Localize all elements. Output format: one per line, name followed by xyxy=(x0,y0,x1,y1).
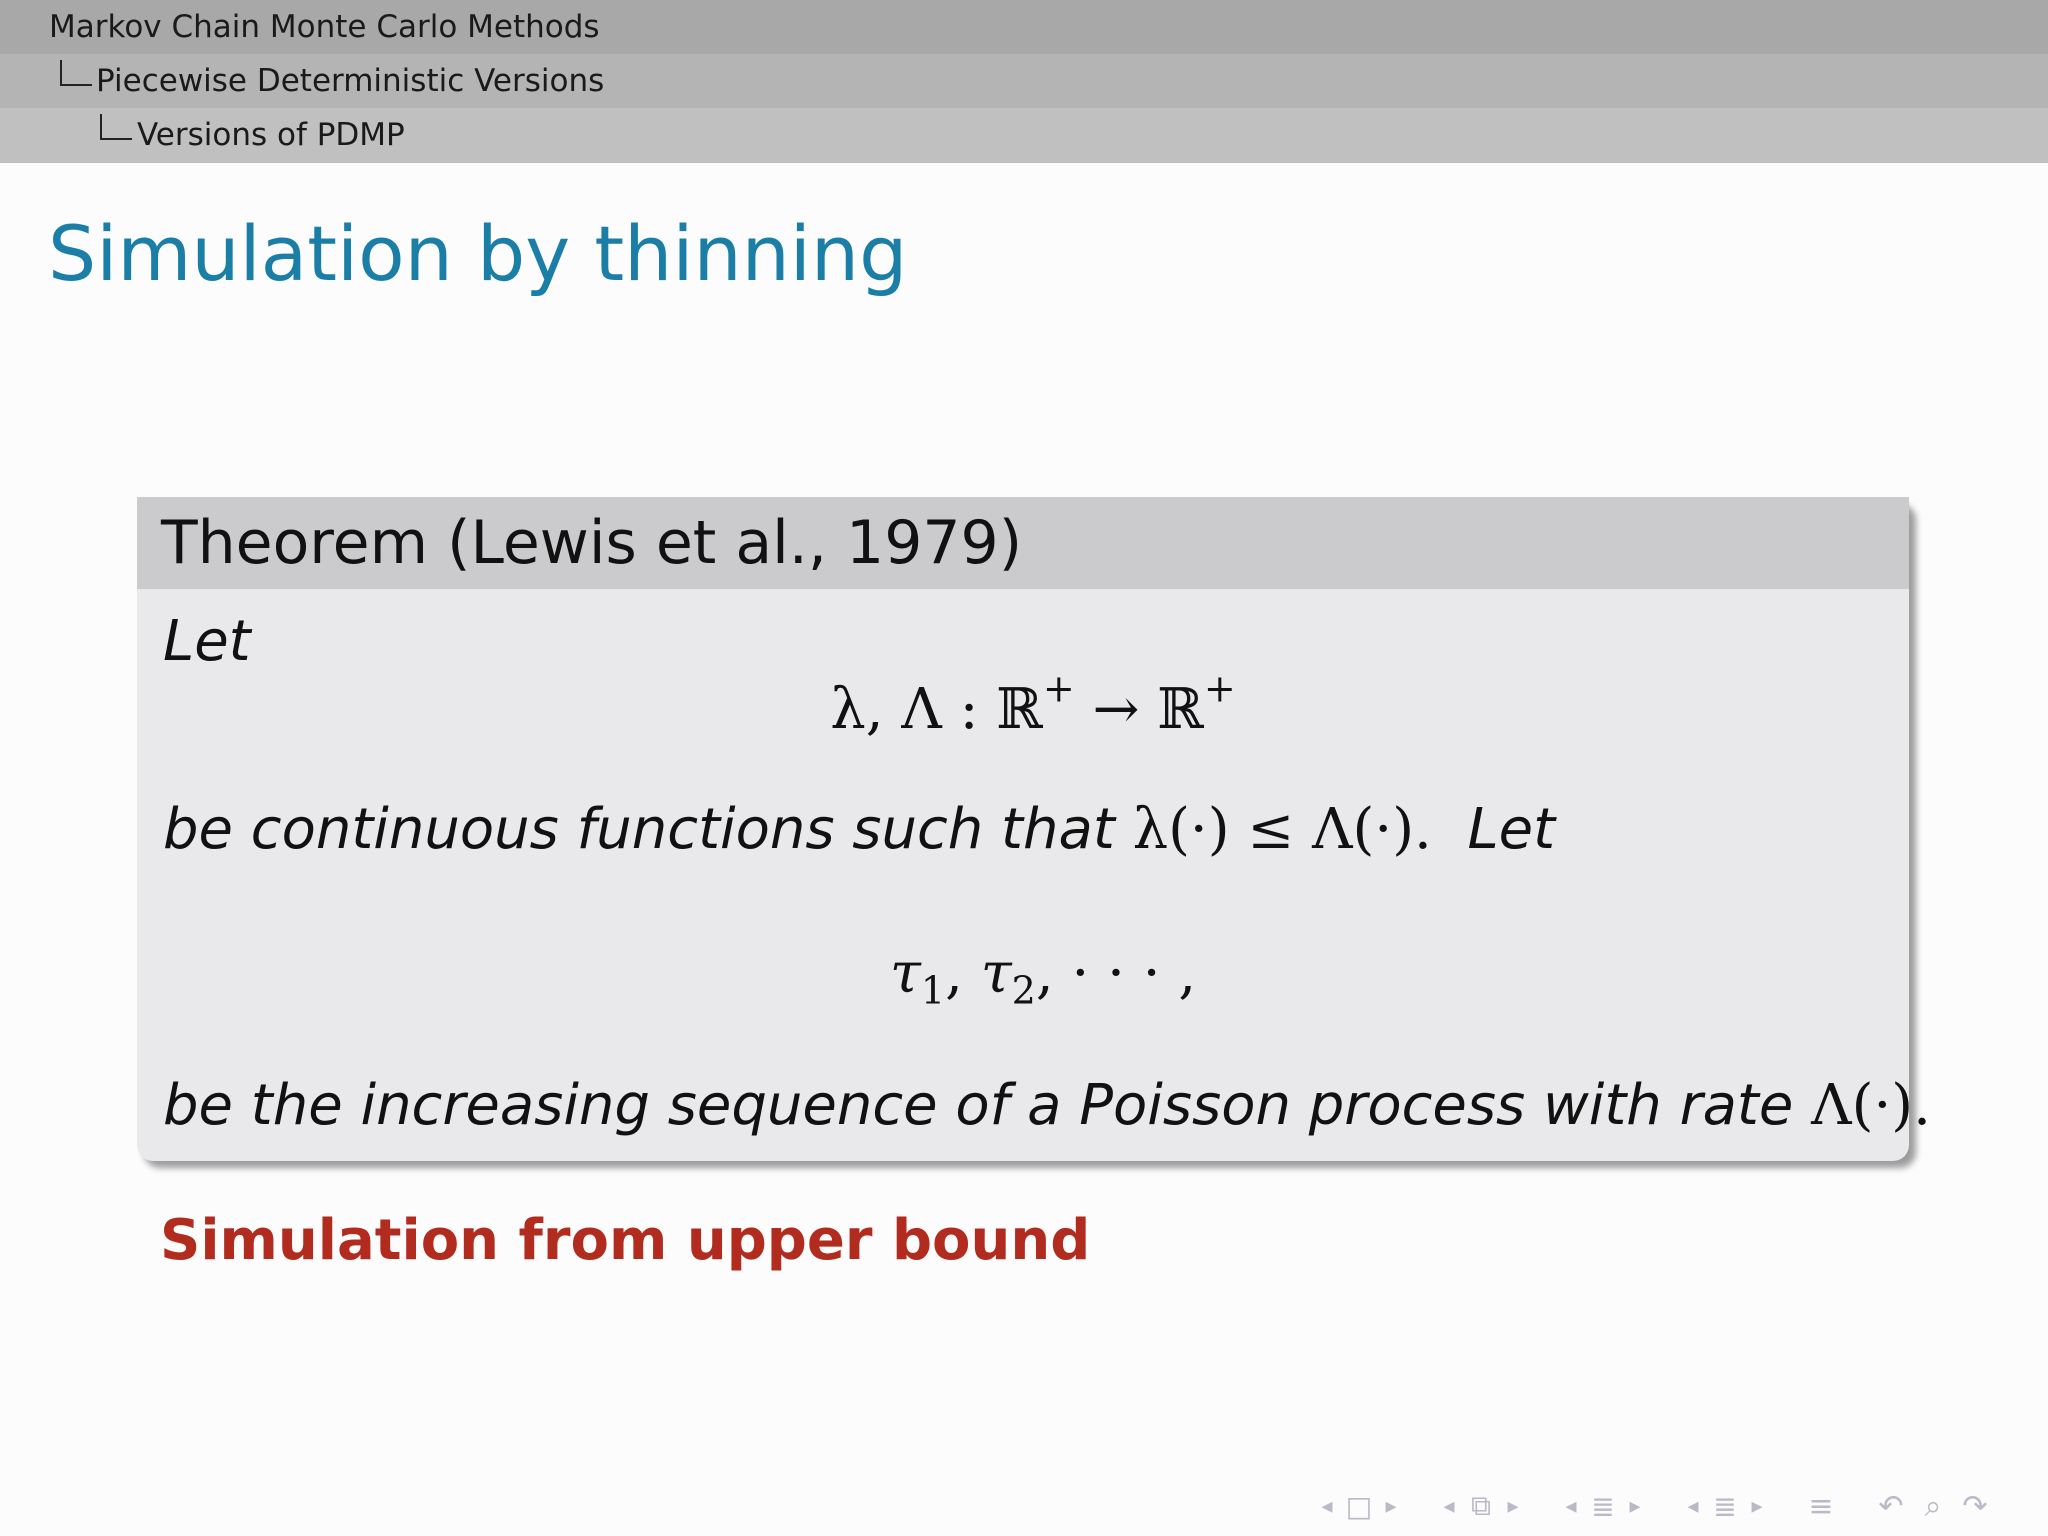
theorem-inequality: λ(·) ≤ Λ(·). xyxy=(1132,797,1432,862)
formula-comma: , xyxy=(945,941,981,1006)
nav-prev-frame-icon[interactable]: ◂ xyxy=(1321,1493,1333,1519)
formula-real: ℝ xyxy=(1157,677,1204,742)
theorem-let: Let xyxy=(1467,797,1556,862)
theorem-tau-sequence xyxy=(137,939,1909,1013)
theorem-rate: Λ(·). xyxy=(1811,1073,1931,1138)
nav-prev-part-icon[interactable]: ◂ xyxy=(1687,1493,1699,1519)
formula-plus: + xyxy=(1042,666,1075,711)
theorem-continuity-text: be continuous functions such that xyxy=(163,797,1133,862)
breadcrumb-section-label: Markov Chain Monte Carlo Methods xyxy=(49,9,600,45)
nav-next-subsection-icon[interactable]: ▸ xyxy=(1507,1493,1519,1519)
nav-next-frame-icon[interactable]: ▸ xyxy=(1385,1493,1397,1519)
subsection-icon[interactable]: ⧉ xyxy=(1471,1489,1491,1522)
nav-next-part-icon[interactable]: ▸ xyxy=(1751,1493,1763,1519)
formula-subscript: 2 xyxy=(1011,968,1036,1013)
breadcrumb-subsubsection[interactable] xyxy=(0,108,2048,163)
search-icon[interactable]: ⌕ xyxy=(1924,1488,1942,1524)
formula-tau: τ xyxy=(980,941,1012,1006)
nav-prev-subsection-icon[interactable]: ◂ xyxy=(1443,1493,1455,1519)
forward-icon[interactable]: ↷ xyxy=(1962,1488,1988,1524)
formula-ellipsis: , · · · , xyxy=(1035,941,1197,1006)
formula-real: ℝ xyxy=(996,677,1043,742)
tree-corner-icon xyxy=(60,60,92,86)
nav-prev-section-icon[interactable]: ◂ xyxy=(1565,1493,1577,1519)
theorem-title: Theorem (Lewis et al., 1979) xyxy=(161,508,1023,578)
formula-arrow: → xyxy=(1074,677,1158,742)
document-icon[interactable]: ≡ xyxy=(1808,1488,1834,1524)
tree-corner-icon xyxy=(100,114,132,140)
theorem-block xyxy=(137,497,1931,1161)
theorem-sequence-text: be the increasing sequence of a Poisson process with rate xyxy=(163,1073,1812,1138)
theorem-sequence-line xyxy=(163,1071,1931,1141)
part-icon[interactable]: ≣ xyxy=(1713,1489,1737,1523)
formula-subscript: 1 xyxy=(920,968,946,1013)
frame-title: Simulation by thinning xyxy=(48,209,908,298)
formula-colon: : xyxy=(941,677,997,742)
nav-next-section-icon[interactable]: ▸ xyxy=(1629,1493,1641,1519)
alert-heading: Simulation from upper bound xyxy=(160,1208,1091,1273)
theorem-header xyxy=(137,497,1909,589)
breadcrumb-section[interactable] xyxy=(0,0,2048,54)
formula-plus: + xyxy=(1203,666,1236,711)
theorem-map-formula xyxy=(137,666,1909,745)
breadcrumb-subsection-label: Piecewise Deterministic Versions xyxy=(96,63,605,99)
frame-icon[interactable]: □ xyxy=(1345,1489,1373,1523)
breadcrumb-subsection[interactable] xyxy=(0,54,2048,108)
navigation-bar xyxy=(1312,1486,1996,1526)
theorem-continuity-line xyxy=(163,795,1555,865)
section-icon[interactable]: ≣ xyxy=(1591,1489,1615,1523)
formula-tau: τ xyxy=(889,941,921,1006)
formula-lambda: λ, Λ xyxy=(830,677,942,742)
back-icon[interactable]: ↶ xyxy=(1878,1488,1904,1524)
theorem-let: Let xyxy=(163,609,251,674)
breadcrumb-subsubsection-label: Versions of PDMP xyxy=(137,117,405,153)
